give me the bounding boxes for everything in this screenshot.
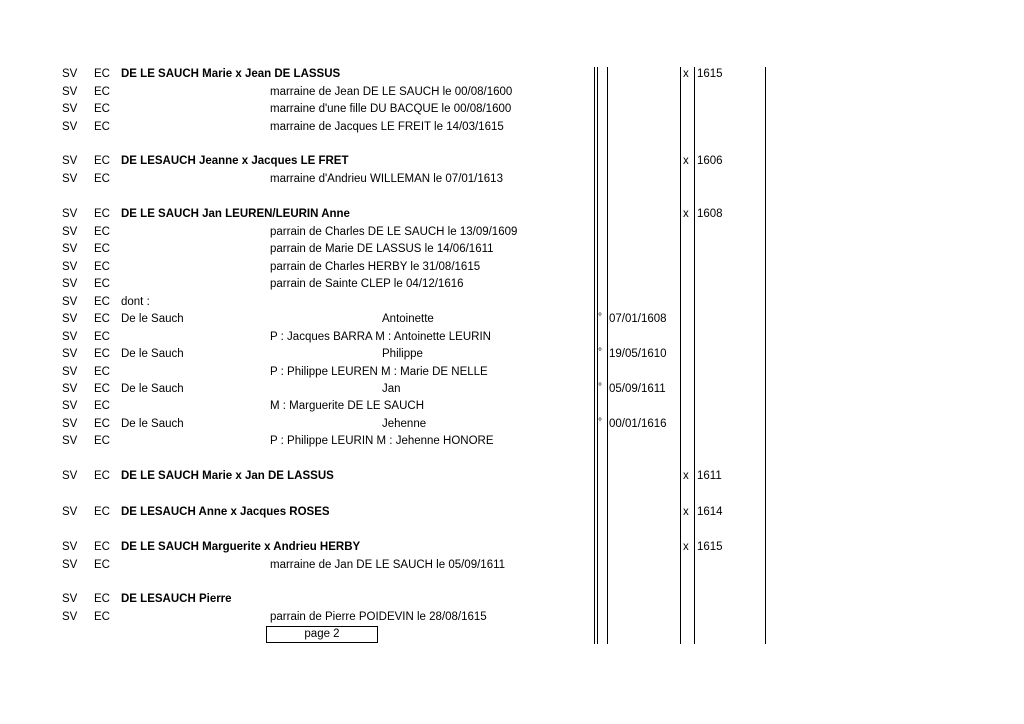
sv-code: SV bbox=[62, 278, 78, 290]
entry-description: parrain de Pierre POIDEVIN le 28/08/1615 bbox=[270, 611, 487, 623]
table-row bbox=[0, 84, 1024, 101]
birth-mark: ° bbox=[598, 347, 602, 358]
sv-code: SV bbox=[62, 435, 78, 447]
sv-code: SV bbox=[62, 400, 78, 412]
sv-code: SV bbox=[62, 121, 78, 133]
sv-code: SV bbox=[62, 470, 78, 482]
table-row bbox=[0, 364, 1024, 381]
ec-code: EC bbox=[94, 243, 110, 255]
entry-name: DE LE SAUCH Marguerite x Andrieu HERBY bbox=[121, 541, 361, 553]
marriage-mark: x bbox=[683, 541, 689, 553]
ec-code: EC bbox=[94, 86, 110, 98]
table-row bbox=[0, 101, 1024, 118]
birth-date: 07/01/1608 bbox=[609, 313, 667, 325]
entry-name: De le Sauch bbox=[121, 383, 184, 395]
sv-code: SV bbox=[62, 208, 78, 220]
table-row bbox=[0, 224, 1024, 241]
birth-mark: ° bbox=[598, 312, 602, 323]
marriage-year: 1606 bbox=[697, 155, 723, 167]
ec-code: EC bbox=[94, 155, 110, 167]
marriage-mark: x bbox=[683, 68, 689, 80]
table-row bbox=[0, 609, 1024, 626]
entry-name: DE LESAUCH Pierre bbox=[121, 593, 232, 605]
entry-name: De le Sauch bbox=[121, 348, 184, 360]
entry-name: De le Sauch bbox=[121, 313, 184, 325]
ec-code: EC bbox=[94, 435, 110, 447]
table-row bbox=[0, 346, 1024, 363]
ec-code: EC bbox=[94, 121, 110, 133]
page-number-box bbox=[266, 626, 378, 643]
entry-name: DE LESAUCH Anne x Jacques ROSES bbox=[121, 506, 330, 518]
child-name: Antoinette bbox=[382, 313, 434, 325]
sv-code: SV bbox=[62, 506, 78, 518]
ec-code: EC bbox=[94, 331, 110, 343]
ec-code: EC bbox=[94, 173, 110, 185]
sv-code: SV bbox=[62, 418, 78, 430]
entry-description: P : Jacques BARRA M : Antoinette LEURIN bbox=[270, 331, 491, 343]
marriage-mark: x bbox=[683, 506, 689, 518]
birth-date: 00/01/1616 bbox=[609, 418, 667, 430]
ec-code: EC bbox=[94, 400, 110, 412]
entry-name: DE LE SAUCH Marie x Jan DE LASSUS bbox=[121, 470, 334, 482]
table-row bbox=[0, 504, 1024, 521]
ec-code: EC bbox=[94, 541, 110, 553]
entry-name: DE LESAUCH Jeanne x Jacques LE FRET bbox=[121, 155, 349, 167]
ec-code: EC bbox=[94, 506, 110, 518]
page-number: page 2 bbox=[304, 628, 340, 640]
table-row bbox=[0, 241, 1024, 258]
child-name: Jan bbox=[382, 383, 401, 395]
marriage-year: 1608 bbox=[697, 208, 723, 220]
sv-code: SV bbox=[62, 173, 78, 185]
entry-description: marraine de Jacques LE FREIT le 14/03/1615 bbox=[270, 121, 504, 133]
entry-description: marraine d'Andrieu WILLEMAN le 07/01/1613 bbox=[270, 173, 503, 185]
ec-code: EC bbox=[94, 470, 110, 482]
sv-code: SV bbox=[62, 155, 78, 167]
marriage-year: 1614 bbox=[697, 506, 723, 518]
sv-code: SV bbox=[62, 541, 78, 553]
child-name: Jehenne bbox=[382, 418, 427, 430]
entry-description: marraine de Jean DE LE SAUCH le 00/08/1600 bbox=[270, 86, 513, 98]
sv-code: SV bbox=[62, 366, 78, 378]
sv-code: SV bbox=[62, 296, 78, 308]
birth-date: 19/05/1610 bbox=[609, 348, 667, 360]
sv-code: SV bbox=[62, 611, 78, 623]
entry-name: DE LE SAUCH Marie x Jean DE LASSUS bbox=[121, 68, 341, 80]
table-row bbox=[0, 539, 1024, 556]
table-row bbox=[0, 433, 1024, 450]
table-row bbox=[0, 276, 1024, 293]
table-row bbox=[0, 294, 1024, 311]
table-row bbox=[0, 398, 1024, 415]
entry-name: De le Sauch bbox=[121, 418, 184, 430]
table-row bbox=[0, 206, 1024, 223]
birth-mark: ° bbox=[598, 417, 602, 428]
entry-description: parrain de Charles HERBY le 31/08/1615 bbox=[270, 261, 481, 273]
sv-code: SV bbox=[62, 103, 78, 115]
birth-date: 05/09/1611 bbox=[609, 383, 666, 395]
table-row bbox=[0, 468, 1024, 485]
table-row bbox=[0, 416, 1024, 433]
table-row bbox=[0, 153, 1024, 170]
sv-code: SV bbox=[62, 313, 78, 325]
ec-code: EC bbox=[94, 366, 110, 378]
table-row bbox=[0, 66, 1024, 83]
entry-name: dont : bbox=[121, 296, 150, 308]
entry-description: P : Philippe LEUREN M : Marie DE NELLE bbox=[270, 366, 488, 378]
entry-description: parrain de Sainte CLEP le 04/12/1616 bbox=[270, 278, 464, 290]
table-row bbox=[0, 259, 1024, 276]
ec-code: EC bbox=[94, 226, 110, 238]
ec-code: EC bbox=[94, 611, 110, 623]
ec-code: EC bbox=[94, 208, 110, 220]
ec-code: EC bbox=[94, 103, 110, 115]
ec-code: EC bbox=[94, 68, 110, 80]
ec-code: EC bbox=[94, 261, 110, 273]
sv-code: SV bbox=[62, 331, 78, 343]
entry-description: M : Marguerite DE LE SAUCH bbox=[270, 400, 425, 412]
sv-code: SV bbox=[62, 261, 78, 273]
sv-code: SV bbox=[62, 68, 78, 80]
ec-code: EC bbox=[94, 418, 110, 430]
entry-description: marraine d'une fille DU BACQUE le 00/08/1600 bbox=[270, 103, 512, 115]
marriage-mark: x bbox=[683, 470, 689, 482]
ec-code: EC bbox=[94, 348, 110, 360]
table-row bbox=[0, 381, 1024, 398]
sv-code: SV bbox=[62, 593, 78, 605]
ec-code: EC bbox=[94, 296, 110, 308]
table-row bbox=[0, 171, 1024, 188]
entry-description: P : Philippe LEURIN M : Jehenne HONORE bbox=[270, 435, 494, 447]
sv-code: SV bbox=[62, 86, 78, 98]
table-row bbox=[0, 591, 1024, 608]
entry-name: DE LE SAUCH Jan LEUREN/LEURIN Anne bbox=[121, 208, 350, 220]
marriage-year: 1615 bbox=[697, 541, 723, 553]
entry-description: marraine de Jan DE LE SAUCH le 05/09/1611 bbox=[270, 559, 506, 571]
marriage-year: 1611 bbox=[697, 470, 722, 482]
birth-mark: ° bbox=[598, 382, 602, 393]
ec-code: EC bbox=[94, 278, 110, 290]
ec-code: EC bbox=[94, 559, 110, 571]
child-name: Philippe bbox=[382, 348, 423, 360]
marriage-mark: x bbox=[683, 208, 689, 220]
sv-code: SV bbox=[62, 348, 78, 360]
ec-code: EC bbox=[94, 313, 110, 325]
ec-code: EC bbox=[94, 593, 110, 605]
table-row bbox=[0, 557, 1024, 574]
sv-code: SV bbox=[62, 383, 78, 395]
marriage-mark: x bbox=[683, 155, 689, 167]
sv-code: SV bbox=[62, 243, 78, 255]
entry-description: parrain de Charles DE LE SAUCH le 13/09/1609 bbox=[270, 226, 518, 238]
table-row bbox=[0, 329, 1024, 346]
table-row bbox=[0, 311, 1024, 328]
sv-code: SV bbox=[62, 226, 78, 238]
sv-code: SV bbox=[62, 559, 78, 571]
ec-code: EC bbox=[94, 383, 110, 395]
marriage-year: 1615 bbox=[697, 68, 723, 80]
entry-description: parrain de Marie DE LASSUS le 14/06/1611 bbox=[270, 243, 494, 255]
table-row bbox=[0, 119, 1024, 136]
